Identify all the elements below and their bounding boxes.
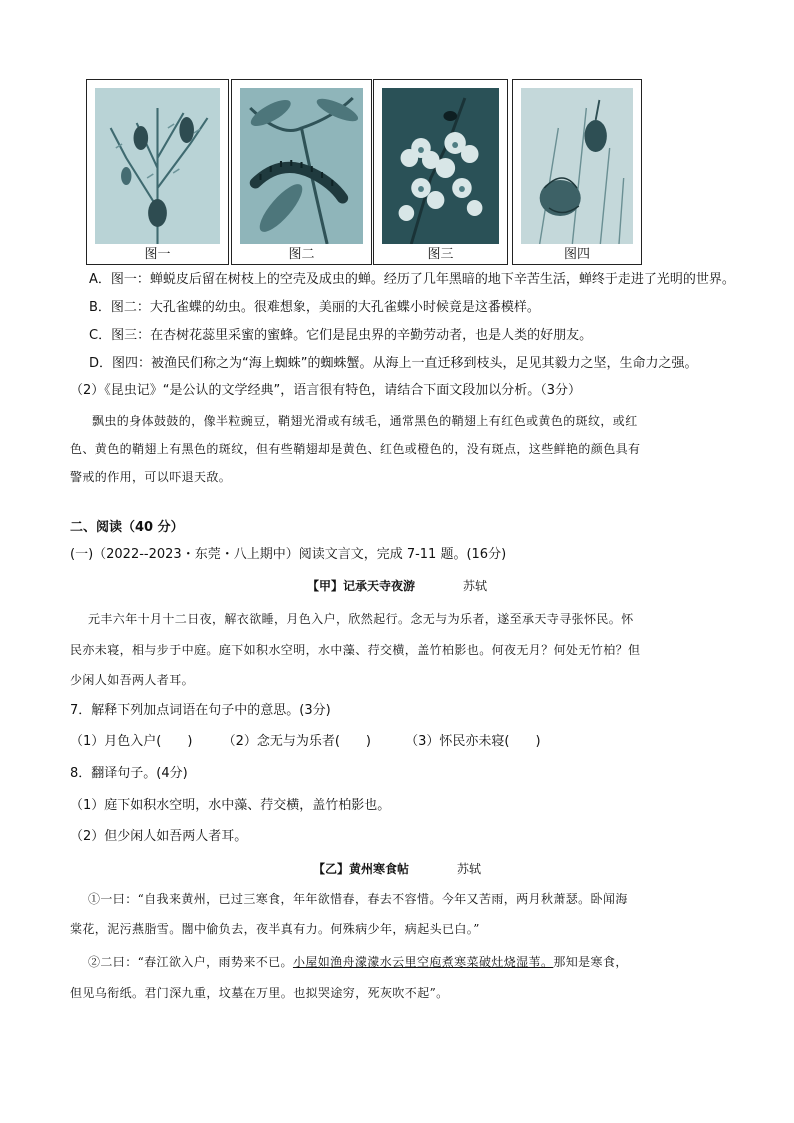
text-a-line-3: 少闲人如吾两人者耳。: [70, 673, 195, 687]
para-1-number: ①: [88, 892, 101, 906]
figure-4-caption: 图四: [563, 247, 590, 262]
bee-blossom-photo: [382, 88, 499, 244]
figure-2: [231, 79, 372, 265]
subsection-1-instruction: (一)（2022--2023・东莞・八上期中）阅读文言文，完成 7-11 题。(16分): [70, 547, 507, 562]
spider-photo: [521, 88, 633, 244]
option-c: C．图三：在杏树花蕊里采蜜的蜜蜂。它们是昆虫界的辛勤劳动者，也是人类的好朋友。: [89, 328, 593, 343]
figure-3-caption: 图三: [427, 247, 454, 262]
question-2: （2）《昆虫记》“是公认的文学经典”，语言很有特色，请结合下面文段加以分析。（3分）: [70, 383, 582, 398]
question-7: 7．解释下列加点词语在句子中的意思。(3分): [70, 703, 331, 718]
figure-strip: [86, 79, 646, 265]
text-a-author: 苏轼: [463, 579, 488, 593]
text-a-title: [0, 577, 794, 595]
section-reading-heading: 二、阅读（40 分）: [70, 520, 184, 535]
option-b: B．图二：大孔雀蝶的幼虫。很难想象，美丽的大孔雀蝶小时候竟是这番模样。: [89, 300, 540, 315]
para-2-text-post: 那知是寒食，: [553, 955, 628, 969]
passage-ladybug-line-3: 警戒的作用，可以吓退天敌。: [70, 470, 232, 484]
text-b-para-1-line-2: 棠花，泥污燕脂雪。闇中偷负去，夜半真有力。何殊病少年，病起头已白。”: [70, 922, 480, 936]
passage-ladybug-line-2: 色、黄色的鞘翅上有黑色的斑纹，但有些鞘翅却是黄色、红色或橙色的，没有斑点，这些鲜艳的颜色具有: [70, 442, 641, 456]
q8-item-1: （1）庭下如积水空明，水中藻、荇交横，盖竹柏影也。: [70, 798, 391, 813]
para-1-text: 一曰：“自我来黄州，已过三寒食，年年欲惜春，春去不容惜。今年又苦雨，两月秋萧瑟。卧闻海: [100, 892, 628, 906]
figure-4: [512, 79, 642, 265]
text-b-author: 苏轼: [457, 862, 482, 876]
q7-item-3: （3）怀民亦未寝( ): [405, 734, 541, 749]
para-2-text-pre: 二曰：“春江欲入户，雨势来不已。: [100, 955, 293, 969]
text-a-line-1: 元丰六年十月十二日夜，解衣欲睡，月色入户，欣然起行。念无与为乐者，遂至承天寺寻张怀民。怀: [88, 612, 634, 626]
text-a-title-label: 【甲】记承天寺夜游: [306, 579, 415, 593]
text-b-para-2-line-1: [88, 953, 628, 971]
para-2-underlined-sentence: 小屋如渔舟濛濛水云里空庖煮寒菜破灶烧湿苇。: [292, 955, 554, 969]
cicada-photo: [95, 88, 220, 244]
q7-item-1: （1）月色入户( ): [70, 734, 193, 749]
question-8: 8．翻译句子。(4分): [70, 766, 188, 781]
question-7-items: [70, 733, 541, 751]
q7-item-2: （2）念无与为乐者( ): [222, 734, 371, 749]
text-a-line-2: 民亦未寝，相与步于中庭。庭下如积水空明，水中藻、荇交横，盖竹柏影也。何夜无月？何处无竹柏？但: [70, 643, 641, 657]
figure-2-caption: 图二: [288, 247, 315, 262]
q8-item-2: （2）但少闲人如吾两人者耳。: [70, 829, 248, 844]
passage-ladybug-line-1: 飘虫的身体鼓鼓的，像半粒豌豆，鞘翅光滑或有绒毛，通常黑色的鞘翅上有红色或黄色的斑纹，或红: [92, 414, 638, 428]
figure-1: [86, 79, 229, 265]
caterpillar-photo: [240, 88, 363, 244]
text-b-para-1-line-1: [88, 890, 628, 908]
figure-3: [373, 79, 508, 265]
figure-1-caption: 图一: [144, 247, 171, 262]
option-a: A．图一：蝉蜕皮后留在树枝上的空壳及成虫的蝉。经历了几年黑暗的地下辛苦生活，蝉终于走进了光明的世界。: [89, 272, 735, 287]
text-b-para-2-line-2: 但见乌衔纸。君门深九重，坟墓在万里。也拟哭途穷，死灰吹不起”。: [70, 986, 449, 1000]
text-b-title: [0, 860, 794, 878]
option-d: D．图四：被渔民们称之为“海上蜘蛛”的蜘蛛蟹。从海上一直迁移到枝头，足见其毅力之坚，生命力之强。: [89, 356, 698, 371]
text-b-title-label: 【乙】黄州寒食帖: [312, 862, 409, 876]
para-2-number: ②: [88, 955, 101, 969]
